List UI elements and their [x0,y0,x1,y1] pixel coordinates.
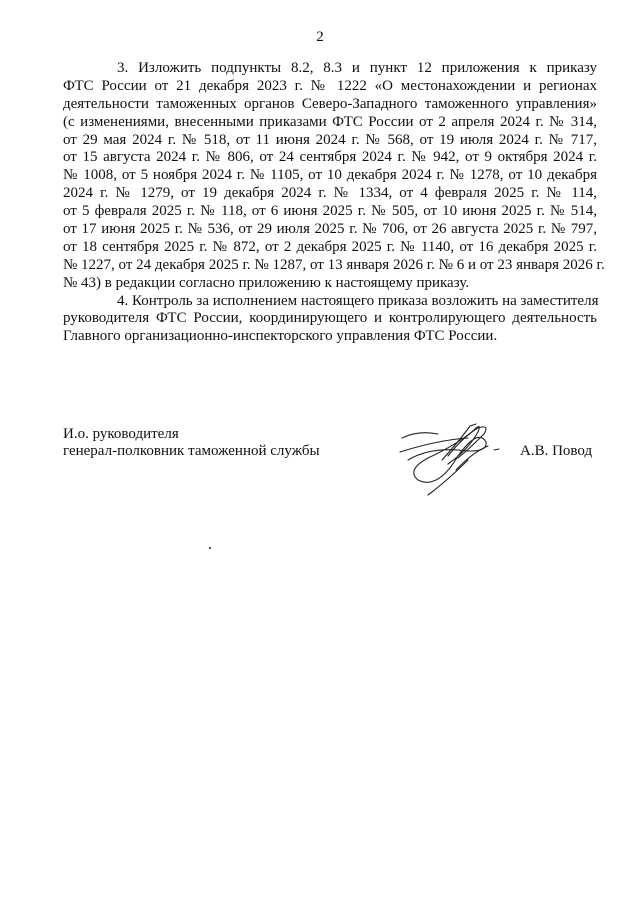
text-line: деятельности таможенных органов Северо-Западного таможенного управления» [63,95,597,112]
text-line: ФТС России от 21 декабря 2023 г. № 1222 «О местонахождении и регионах [63,77,597,94]
signatory-name: А.В. Повод [520,443,593,459]
paragraph-4 [63,293,597,347]
scan-speck [209,547,211,549]
handwritten-signature [398,420,508,500]
position-line: генерал-полковник таможенной службы [63,443,320,459]
document-body [63,60,605,346]
text-line: (с изменениями, внесенными приказами ФТС России от 2 апреля 2024 г. № 314, [63,113,597,130]
text-line: от 18 сентября 2025 г. № 872, от 2 декабря 2025 г. № 1140, от 16 декабря 2025 г. [63,238,597,255]
text-line: от 5 февраля 2025 г. № 118, от 6 июня 2025 г. № 505, от 10 июня 2025 г. № 514, [63,203,597,220]
text-line: 2024 г. № 1279, от 19 декабря 2024 г. № 1334, от 4 февраля 2025 г. № 114, [63,185,597,202]
text-line: 4. Контроль за исполнением настоящего приказа возложить на заместителя [117,292,599,309]
paragraph-3 [63,60,605,293]
text-line: от 17 июня 2025 г. № 536, от 29 июля 2025 г. № 706, от 26 августа 2025 г. № 797, [63,221,597,238]
text-line: 3. Изложить подпункты 8.2, 8.3 и пункт 12 приложения к приказу [117,60,597,76]
text-line: № 1227, от 24 декабря 2025 г. № 1287, от 13 января 2026 г. № 6 и от 23 января 2026 г. [63,256,605,273]
text-line: № 43) в редакции согласно приложению к настоящему приказу. [63,274,470,291]
text-line: от 29 мая 2024 г. № 518, от 11 июня 2024 г. № 568, от 19 июля 2024 г. № 717, [63,131,597,148]
page-number: 2 [316,29,324,45]
text-line: руководителя ФТС России, координирующего и контролирующего деятельность [63,310,597,327]
text-line: от 15 августа 2024 г. № 806, от 24 сентября 2024 г. № 942, от 9 октября 2024 г. [63,149,597,166]
text-line: № 1008, от 5 ноября 2024 г. № 1105, от 10 декабря 2024 г. № 1278, от 10 декабря [63,167,597,184]
text-line: Главного организационно-инспекторского управления ФТС России. [63,328,498,345]
position-line: И.о. руководителя [63,426,179,442]
signatory-position [63,426,320,460]
